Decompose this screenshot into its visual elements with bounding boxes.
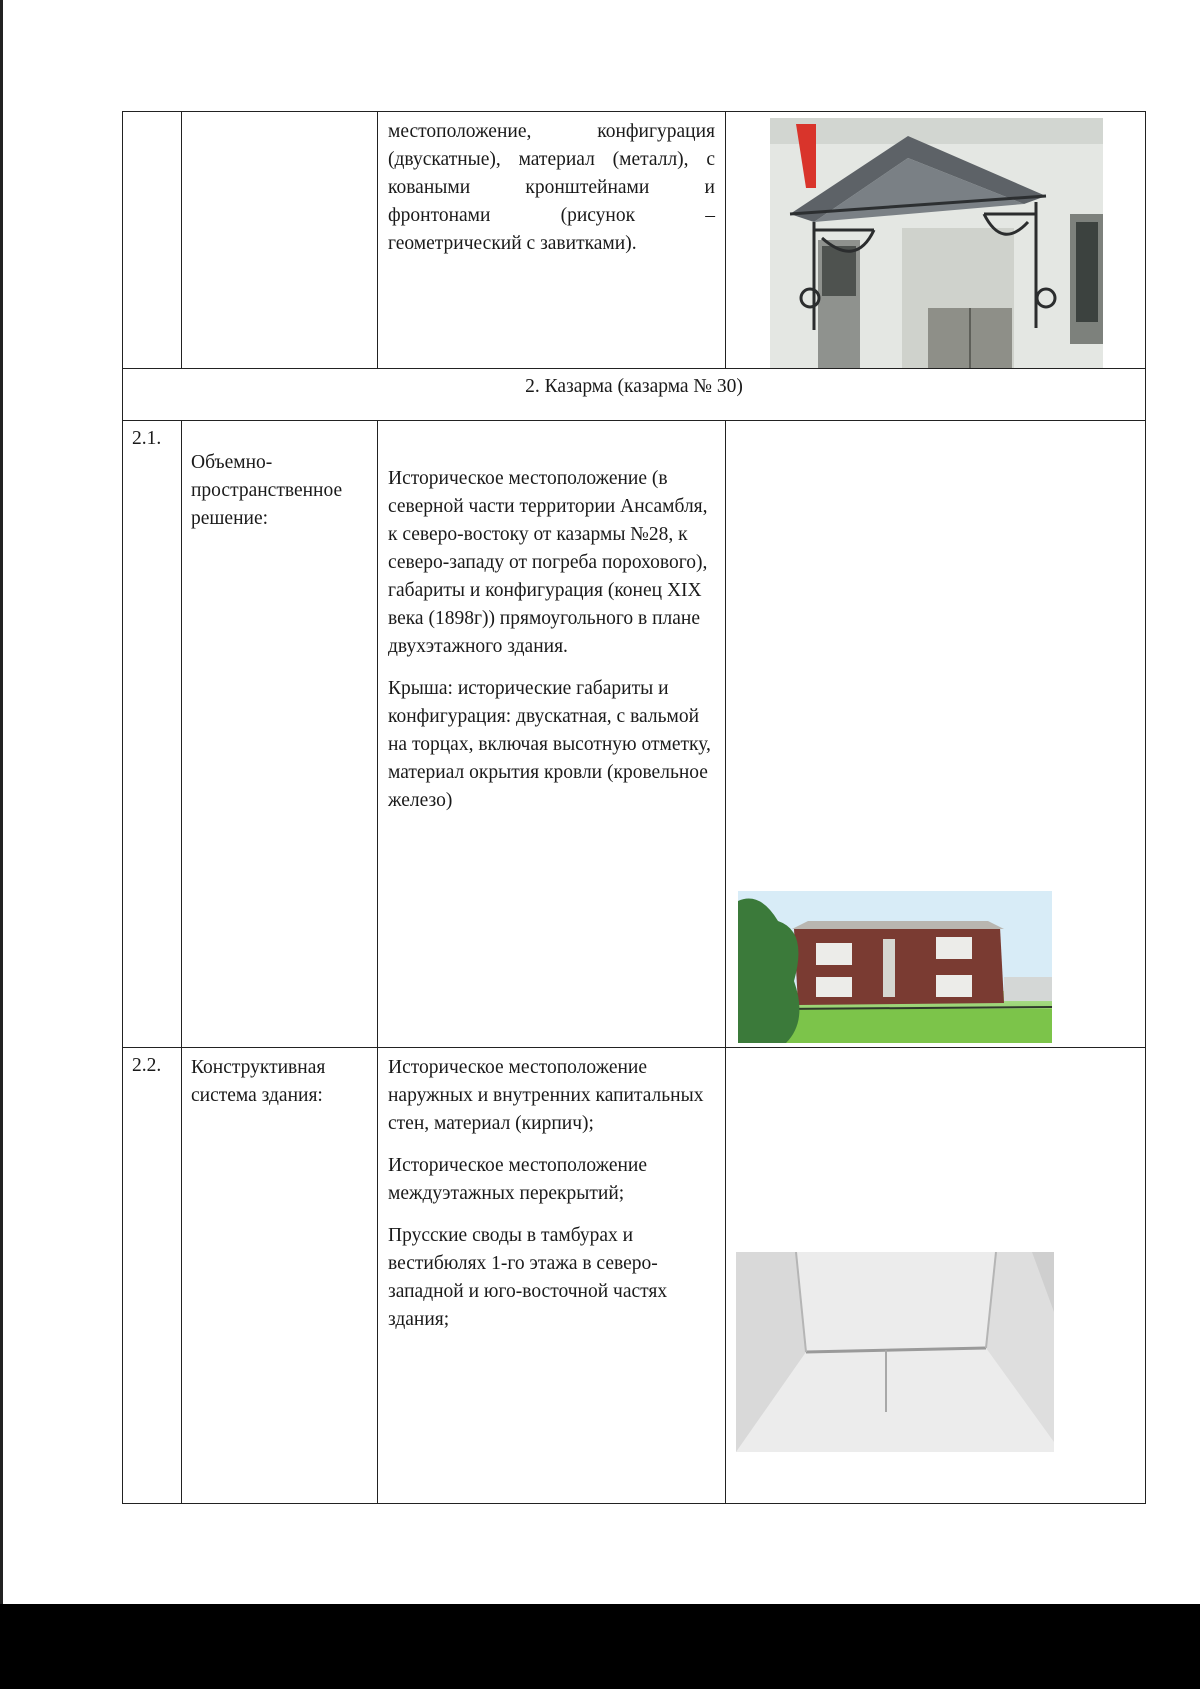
description-paragraph: Историческое местоположение междуэтажных перекрытий; — [388, 1155, 648, 1204]
scan-left-edge — [0, 0, 3, 1689]
scan-bottom-band — [0, 1604, 1200, 1689]
element-name: Конструктивная система здания: — [182, 1048, 378, 1504]
description-cell — [378, 421, 726, 1048]
description-cell — [378, 1048, 726, 1504]
row-number: 2.1. — [123, 421, 182, 1048]
description-paragraph: Историческое местоположение наружных и внутренних капитальных стен, материал (кирпич); — [388, 1057, 704, 1134]
vault-interior-photo-art — [736, 1252, 1054, 1452]
vault-interior-photo — [736, 1252, 1054, 1452]
entrance-canopy-photo-art — [770, 118, 1103, 368]
row-number: 2.2. — [123, 1048, 182, 1504]
protection-subject-table — [122, 111, 1146, 1504]
section-title: 2. Казарма (казарма № 30) — [123, 369, 1146, 421]
photo-cell — [726, 421, 1146, 1048]
row-number-cell — [123, 112, 182, 369]
description-paragraph: Прусские своды в тамбурах и вестибюлях 1-го этажа в северо-западной и юго-восточной частях здания; — [388, 1225, 668, 1330]
entrance-canopy-photo — [770, 118, 1103, 368]
element-name-cell — [182, 112, 378, 369]
section-header-row — [123, 369, 1146, 421]
element-name: Объемно-пространственное решение: — [182, 421, 378, 1048]
description-paragraph: Историческое местоположение (в северной части территории Ансамбля, к северо-востоку от казармы №28, к северо-западу от погреба порохового), габариты и конфигурация (конец XIX века (1898г)) прямоугольного в плане двухэтажного здания. — [388, 468, 708, 657]
photo-cell — [726, 1048, 1146, 1504]
table-row — [123, 421, 1146, 1048]
description-cell: местоположение, конфигурация (двускатные), материал (металл), с коваными кронштейнами и фронтонами (рисунок – геометрический с завитками). — [378, 112, 726, 369]
barracks-exterior-photo — [738, 891, 1052, 1043]
description-paragraph: Крыша: исторические габариты и конфигурация: двускатная, с вальмой на торцах, включая высотную отметку, материал окрытия кровли (кровельное железо) — [388, 678, 711, 811]
barracks-exterior-photo-art — [738, 891, 1052, 1043]
photo-cell — [726, 112, 1146, 369]
table-row — [123, 1048, 1146, 1504]
table-row — [123, 112, 1146, 369]
